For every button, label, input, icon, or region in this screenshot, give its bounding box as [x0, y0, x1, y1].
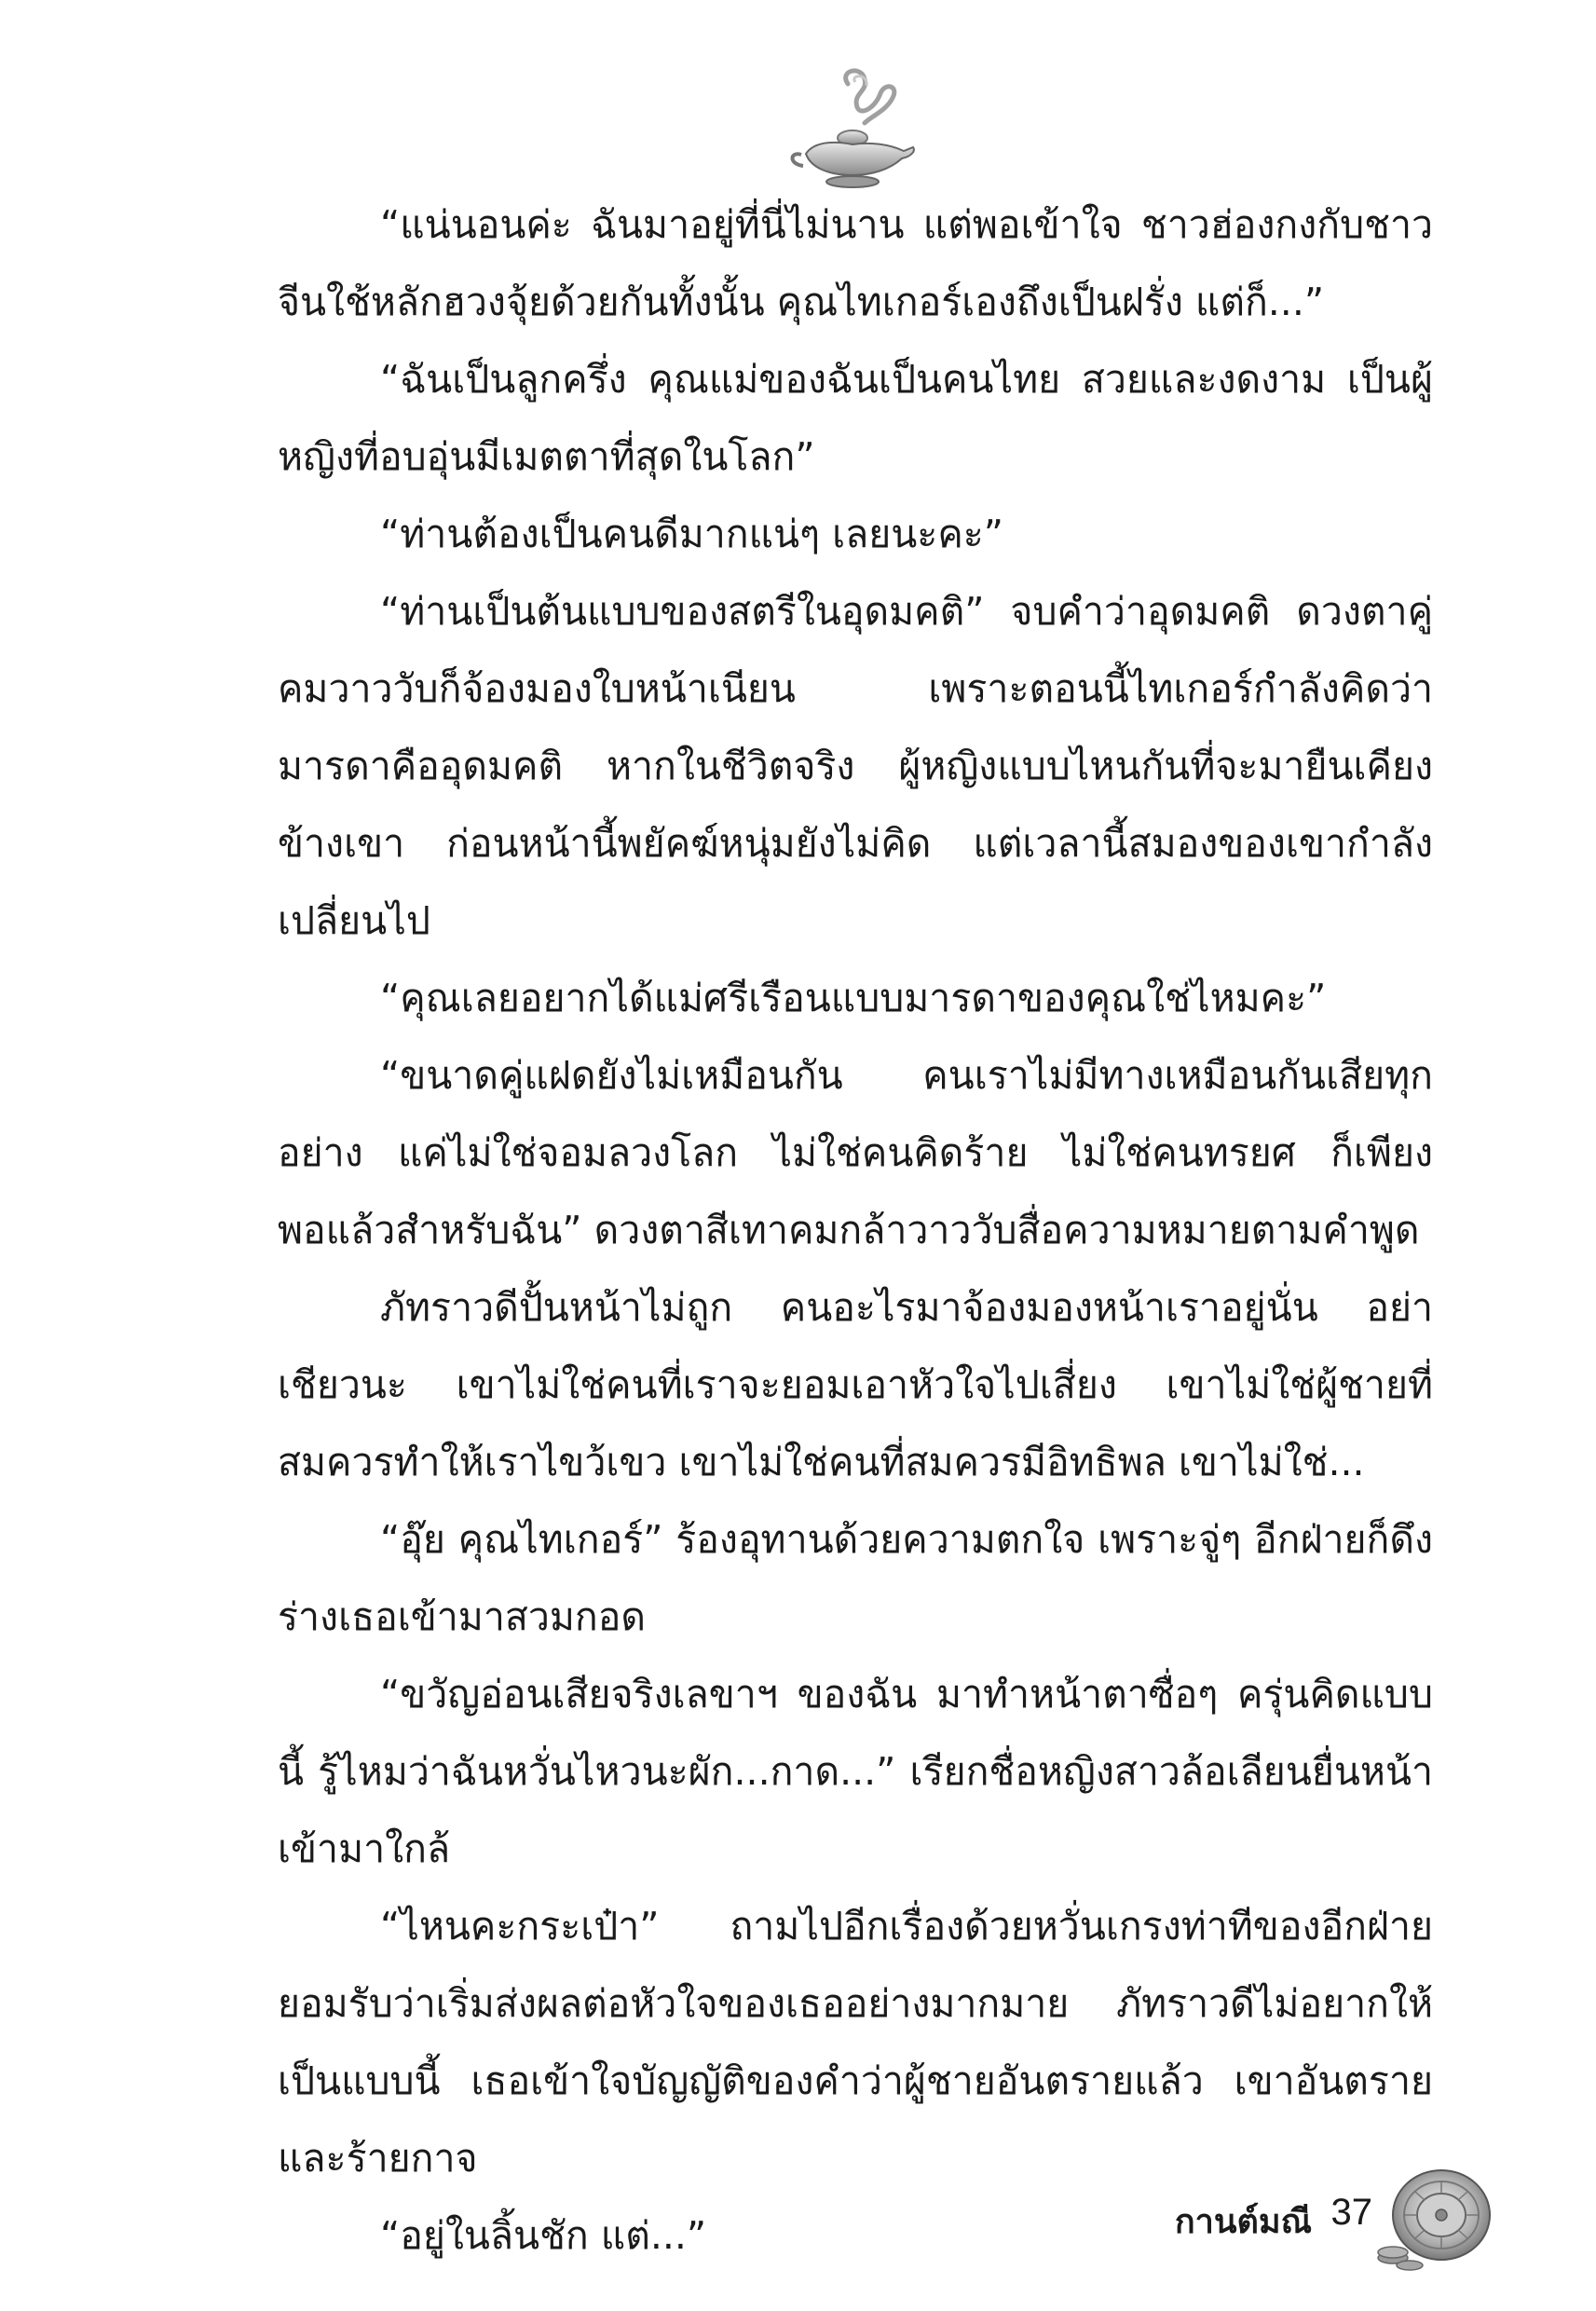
book-title: กานต์มณี — [1174, 2203, 1312, 2241]
page-footer — [0, 2153, 1596, 2292]
paragraph: “ขวัญอ่อนเสียจริงเลขาฯ ของฉัน มาทำหน้าตาซื่อๆ ครุ่นคิดแบบนี้ รู้ไหมว่าฉันหวั่นไหวนะผัก...กาด...” เรียกชื่อหญิงสาวล้อเลียนยื่นหน้าเข้ามาใกล้ — [278, 1672, 1433, 1871]
page-number: 37 — [1330, 2192, 1372, 2233]
paragraph: “ท่านเป็นต้นแบบของสตรีในอุดมคติ” จบคำว่าอุดมคติ ดวงตาคู่คมวาววับก็จ้องมองใบหน้าเนียน เพราะตอนนี้ไทเกอร์กำลังคิดว่า มารดาคืออุดมคติ หากในชีวิตจริง ผู้หญิงแบบไหนกันที่จะมายืนเคียงข้างเขา ก่อนหน้านี้พยัคฆ์หนุ่มยังไม่คิด แต่เวลานี้สมองของเขากำลังเปลี่ยนไป — [278, 589, 1433, 943]
paragraph: ภัทราวดีปั้นหน้าไม่ถูก คนอะไรมาจ้องมองหน้าเราอยู่นั่น อย่าเชียวนะ เขาไม่ใช่คนที่เราจะยอมเอาหัวใจไปเสี่ยง เขาไม่ใช่ผู้ชายที่สมควรทำให้เราไขว้เขว เขาไม่ใช่คนที่สมควรมีอิทธิพล เขาไม่ใช่... — [278, 1285, 1433, 1484]
paragraph: “ท่านต้องเป็นคนดีมากแน่ๆ เลยนะคะ” — [380, 512, 1004, 556]
genie-lamp-icon — [783, 65, 922, 196]
paragraph: “คุณเลยอยากได้แม่ศรีเรือนแบบมารดาของคุณใช่ไหมคะ” — [380, 976, 1327, 1020]
paragraph: “ไหนคะกระเป๋า” ถามไปอีกเรื่องด้วยหวั่นเกรงท่าทีของอีกฝ่ายยอมรับว่าเริ่มส่งผลต่อหัวใจของเธออย่างมากมาย ภัทราวดีไม่อยากให้เป็นแบบนี้ เธอเข้าใจบัญญัติของคำว่าผู้ชายอันตรายแล้ว เขาอันตรายและร้ายกาจ — [278, 1904, 1433, 2181]
body-text — [278, 186, 1433, 2275]
paragraph: “อุ๊ย คุณไทเกอร์” ร้องอุทานด้วยความตกใจ เพราะจู่ๆ อีกฝ่ายก็ดึงร่างเธอเข้ามาสวมกอด — [278, 1517, 1433, 1639]
paragraph: “อยู่ในลิ้นชัก แต่...” — [380, 2213, 707, 2258]
paragraph: “แน่นอนค่ะ ฉันมาอยู่ที่นี่ไม่นาน แต่พอเข้าใจ ชาวฮ่องกงกับชาวจีนใช้หลักฮวงจุ้ยด้วยกันทั้งนั้น คุณไทเกอร์เองถึงเป็นฝรั่ง แต่ก็...” — [278, 202, 1433, 324]
roulette-wheel-icon — [1365, 2157, 1495, 2278]
paragraph: “ฉันเป็นลูกครึ่ง คุณแม่ของฉันเป็นคนไทย สวยและงดงาม เป็นผู้หญิงที่อบอุ่นมีเมตตาที่สุดในโลก” — [278, 357, 1433, 479]
paragraph: “ขนาดคู่แฝดยังไม่เหมือนกัน คนเราไม่มีทางเหมือนกันเสียทุกอย่าง แค่ไม่ใช่จอมลวงโลก ไม่ใช่คนคิดร้าย ไม่ใช่คนทรยศ ก็เพียงพอแล้วสำหรับฉัน” ดวงตาสีเทาคมกล้าวาววับสื่อความหมายตามคำพูด — [278, 1053, 1433, 1252]
